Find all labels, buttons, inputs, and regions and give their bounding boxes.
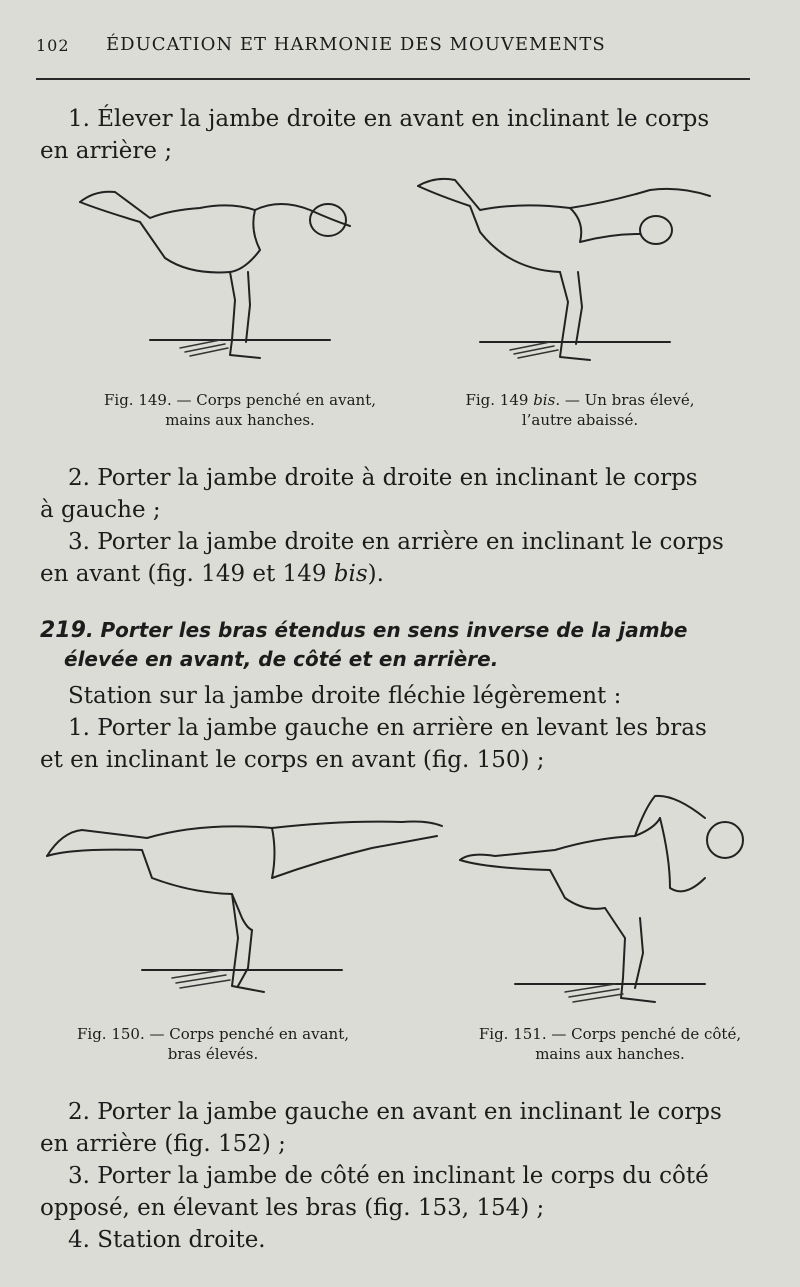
instruction-line: 3. Porter la jambe de côté en inclinant le corps du côté (68, 1163, 709, 1189)
page-header (36, 34, 750, 60)
instruction-block-4 (40, 1096, 758, 1256)
instruction-line: en avant (fig. 149 et 149 bis). (40, 561, 384, 587)
instruction-line: 3. Porter la jambe droite en arrière en inclinant le corps (68, 529, 724, 555)
instruction-line: 2. Porter la jambe droite à droite en inclinant le corps (68, 465, 698, 491)
instruction-line: Station sur la jambe droite fléchie légèrement : (68, 683, 622, 709)
figure-149-caption (70, 390, 410, 430)
figure-149-illustration (70, 180, 370, 370)
caption-line: l’autre abaissé. (521, 411, 639, 429)
instruction-line: 1. Porter la jambe gauche en arrière en levant les bras (68, 715, 707, 741)
header-rule (36, 78, 750, 80)
caption-line: mains aux hanches. (165, 411, 315, 429)
instruction-line: 4. Station droite. (68, 1227, 266, 1253)
page-number: 102 (36, 36, 70, 55)
caption-line: Fig. 150. — Corps penché en avant, (77, 1025, 349, 1043)
instruction-line: en arrière (fig. 152) ; (40, 1131, 286, 1157)
section-heading-line: 219. Porter les bras étendus en sens inverse de la jambe (40, 618, 688, 643)
instruction-line: opposé, en élevant les bras (fig. 153, 154) ; (40, 1195, 545, 1221)
section-heading-line: élevée en avant, de côté et en arrière. (64, 647, 499, 671)
instruction-block-3 (40, 680, 758, 776)
figure-151-illustration (455, 788, 755, 1016)
instruction-line: et en inclinant le corps en avant (fig. 150) ; (40, 747, 545, 773)
instruction-line: à gauche ; (40, 497, 161, 523)
instruction-text: en arrière ; (40, 138, 173, 164)
figure-150-caption (38, 1024, 388, 1064)
running-title: ÉDUCATION ET HARMONIE DES MOUVEMENTS (106, 34, 606, 55)
figure-149bis-illustration (410, 172, 720, 372)
instruction-block-2 (40, 462, 758, 590)
caption-line: Fig. 149 bis. — Un bras élevé, (465, 391, 695, 409)
instruction-line (40, 103, 758, 135)
caption-line: mains aux hanches. (535, 1045, 685, 1063)
caption-line: Fig. 149. — Corps penché en avant, (104, 391, 376, 409)
instruction-line: 2. Porter la jambe gauche en avant en inclinant le corps (68, 1099, 722, 1125)
caption-line: bras élevés. (167, 1045, 259, 1063)
figure-150-illustration (42, 808, 447, 1008)
caption-line: Fig. 151. — Corps penché de côté, (478, 1025, 742, 1043)
instruction-block-1 (40, 103, 758, 167)
instruction-line (40, 135, 758, 167)
instruction-text: 1. Élever la jambe droite en avant en inclinant le corps (68, 106, 710, 132)
section-number: 219 (40, 618, 86, 643)
figure-151-caption (450, 1024, 770, 1064)
figure-149bis-caption (430, 390, 730, 430)
section-219-heading (40, 616, 758, 673)
